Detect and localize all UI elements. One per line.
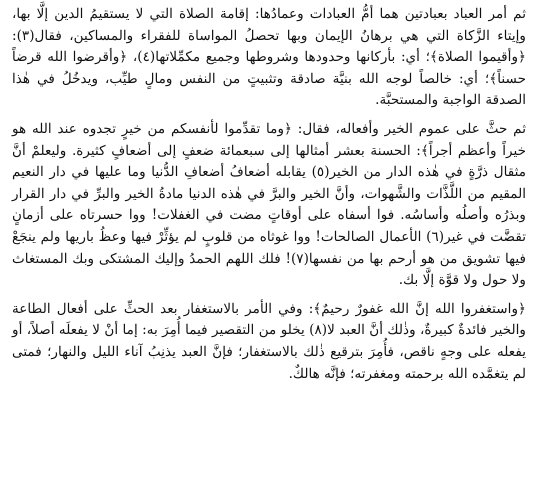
paragraph-seeking-forgiveness: ﴿واستغفروا الله إنَّ الله غفورٌ رحيمٌ﴾: وفي الأمر بالاستغفار بعد الحثِّ على أفعال الطاعة والخير فائدةٌ كبيرةٌ، وذٰلك أنَّ العبد لا(٨) يخلو من التقصير فيما أُمِرَ به: إما أنْ لا يفعلَه أصلاً، أو يفعله على وجهٍ ناقص، فأُمِرَ بترقيع ذٰلك بالاستغفار؛ فإنَّ العبد يذنِبُ آناء الليل والنهار؛ فمتى لم يتغمَّده الله برحمته ومغفرته؛ فإنَّه هالكٌ.	[12, 300, 526, 382]
paragraph-good-deeds: ثم حثَّ على عموم الخير وأفعاله، فقال: ﴿وما تقدِّموا لأنفسكم من خيرٍ تجدوه عند الله هو خيراً وأعظم أجراً﴾: الحسنة بعشر أمثالها إلى سبعمائة ضعفٍ إلى أضعافٍ كثيرة. وليعلمْ أنَّ مثقال ذرَّةٍ في هٰذه الدار من الخير(٥) يقابله أضعافُ أضعافِ الدُّنيا وما عليها في دار النعيم المقيم من اللَّذَّات والشَّهوات، وأنَّ الخير والبرَّ في هٰذه الدنيا مادةُ الخير والبرِّ في دار القرار وبذرُه وأصلُه وأساسُه. فوا أسفاه على أوقاتٍ مضت في الغفلات! ووا حسرتاه على أزمانٍ تقضَّت في غير(٦) الأعمال الصالحات! ووا غوثاه من قلوبٍ لم يؤثِّرْ فيها وعظُ باريها ولم ينجَعْ فيها تشويق من هو أرحم بها من نفسها(٧)! فلك اللهم الحمدُ وإليك المشتكى وبك المستغاث ولا حول ولا قوَّة إلَّا بك.	[12, 120, 526, 289]
paragraph-prayer-zakat: ثم أمر العباد بعبادتين هما أمُّ العبادات وعمادُها: إقامة الصلاة التي لا يستقيمُ الدين إلَّا بها، وإيتاء الزَّكاة التي هي برهانُ الإيمان وبها تحصلُ المواساة للفقراء والمساكين، فقال(٣): ﴿وأقيموا الصلاة﴾؛ أي: بأركانها وحدودها وشروطها وجميع مكمِّلاتها(٤)، ﴿وأقرضوا الله قرضاً حسناً﴾؛ أي: خالصاً لوجه الله بنيَّة صادقة وتثبيتٍ من النفس ومالٍ طيِّب، ويدخُلُ في هٰذا الصدقة الواجبة والمستحبَّة.	[12, 6, 526, 109]
